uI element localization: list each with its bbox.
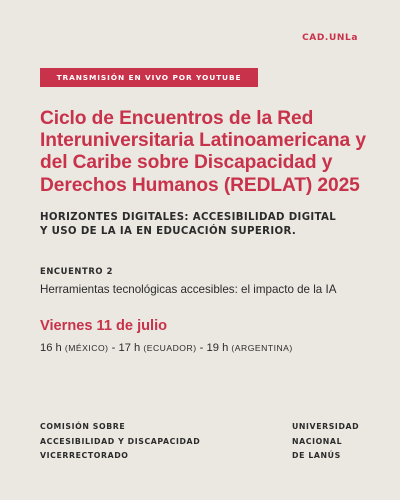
event-date: Viernes 11 de julio xyxy=(40,318,168,334)
event-times xyxy=(40,342,293,354)
encuentro-label: ENCUENTRO 2 xyxy=(40,266,114,276)
youtube-stream-badge: TRANSMISIÓN EN VIVO POR YOUTUBE xyxy=(40,68,258,87)
time-separator: - xyxy=(111,342,116,354)
footer-commission xyxy=(40,420,200,464)
encuentro-description: Herramientas tecnológicas accesibles: el impacto de la IA xyxy=(40,283,337,296)
time-argentina: 19 h xyxy=(206,342,229,354)
footer-left-line-1: COMISIÓN SOBRE xyxy=(40,422,126,431)
footer-left-line-2: ACCESIBILIDAD Y DISCAPACIDAD xyxy=(40,436,201,446)
time-ecuador: 17 h xyxy=(118,342,141,354)
time-mexico: 16 h xyxy=(40,342,62,354)
footer-right-line-3: DE LANÚS xyxy=(292,451,341,461)
label-ecuador: (ECUADOR) xyxy=(143,343,197,353)
subtitle-line-2: Y USO DE LA IA EN EDUCACIÓN SUPERIOR. xyxy=(40,226,297,237)
footer-university xyxy=(292,420,359,464)
footer-right-line-1: UNIVERSIDAD xyxy=(292,422,360,431)
event-title: Ciclo de Encuentros de la Red Interuniversitaria Latinoamericana y del Caribe sobre Discapacidad y Derechos Humanos (REDLAT) 2025 xyxy=(40,108,366,196)
brand-logo-text: CAD.UNLa xyxy=(302,33,358,43)
label-mexico: (MÉXICO) xyxy=(64,343,109,353)
label-argentina: (ARGENTINA) xyxy=(231,343,293,353)
footer-left-line-3: VICERRECTORADO xyxy=(40,451,129,461)
event-subtitle xyxy=(40,211,370,239)
subtitle-line-1: HORIZONTES DIGITALES: ACCESIBILIDAD DIGITAL xyxy=(40,212,337,223)
footer-right-line-2: NACIONAL xyxy=(292,436,343,446)
time-separator: - xyxy=(199,342,204,354)
